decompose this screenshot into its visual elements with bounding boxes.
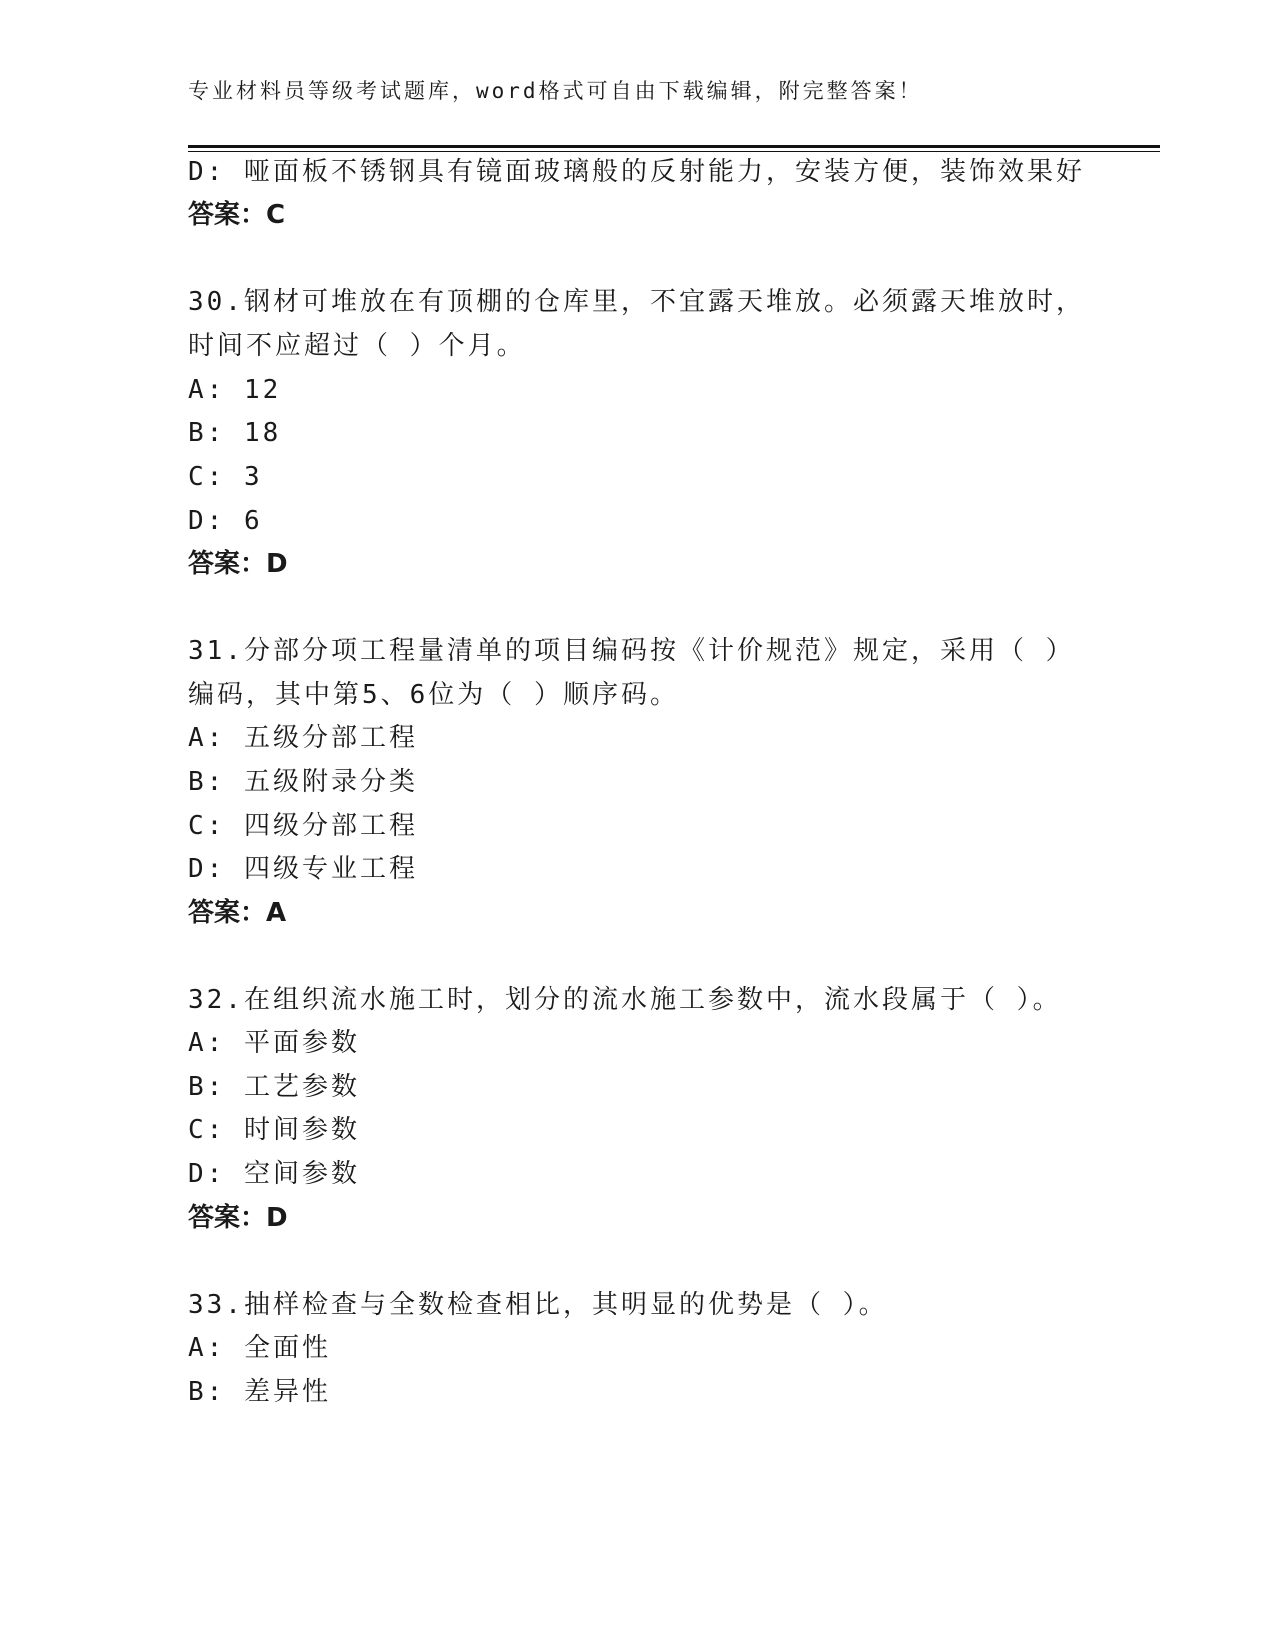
q33-option-b: B: 差异性 [188, 1377, 331, 1407]
q33-option-a: A: 全面性 [188, 1333, 331, 1363]
prev-answer: 答案：C [188, 200, 286, 230]
q30-option-a: A: 12 [188, 375, 282, 405]
q31-option-b: B: 五级附录分类 [188, 767, 418, 797]
q30-stem-line2: 时间不应超过（ ）个月。 [188, 331, 526, 361]
q32-answer: 答案：D [188, 1203, 288, 1233]
q32-stem-line1: 32.在组织流水施工时，划分的流水施工参数中，流水段属于（ ）。 [188, 985, 1062, 1015]
prev-option-d: D: 哑面板不锈钢具有镜面玻璃般的反射能力，安装方便，装饰效果好 [188, 157, 1085, 187]
q32-option-a: A: 平面参数 [188, 1028, 360, 1058]
q31-stem-line2: 编码，其中第5、6位为（ ）顺序码。 [188, 680, 679, 710]
q31-option-a: A: 五级分部工程 [188, 723, 418, 753]
q30-option-b: B: 18 [188, 418, 282, 448]
header-rule-thin [188, 151, 1160, 152]
q30-answer: 答案：D [188, 549, 288, 579]
q33-stem-line1: 33.抽样检查与全数检查相比，其明显的优势是（ ）。 [188, 1290, 888, 1320]
q31-option-c: C: 四级分部工程 [188, 811, 418, 841]
page-header: 专业材料员等级考试题库，word格式可自由下载编辑，附完整答案！ [188, 79, 923, 103]
q30-option-d: D: 6 [188, 506, 263, 536]
q30-option-c: C: 3 [188, 462, 263, 492]
header-rule-thick [188, 145, 1160, 148]
q30-stem-line1: 30.钢材可堆放在有顶棚的仓库里，不宜露天堆放。必须露天堆放时， [188, 287, 1085, 317]
q31-option-d: D: 四级专业工程 [188, 854, 418, 884]
q32-option-b: B: 工艺参数 [188, 1072, 360, 1102]
q32-option-c: C: 时间参数 [188, 1115, 360, 1145]
q31-stem-line1: 31.分部分项工程量清单的项目编码按《计价规范》规定，采用（ ） [188, 636, 1075, 666]
q31-answer: 答案：A [188, 898, 287, 928]
q32-option-d: D: 空间参数 [188, 1159, 360, 1189]
